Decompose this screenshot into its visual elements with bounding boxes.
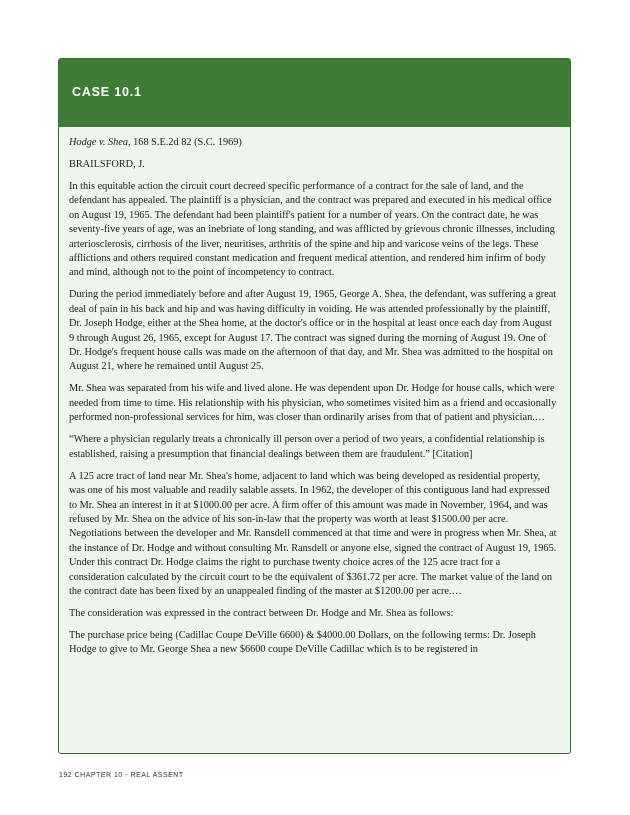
case-title: CASE 10.1 — [72, 85, 142, 99]
page-footer: 192 CHAPTER 10 - REAL ASSENT — [59, 772, 184, 779]
opinion-quote: “Where a physician regularly treats a chronically ill person over a period of two years, a confidential relationship is established, raising a presumption that financial dealings between them are fraudulent.” [Citation] — [69, 434, 545, 460]
opinion-paragraph: The consideration was expressed in the contract between Dr. Hodge and Mr. Shea as follows: — [69, 607, 454, 619]
case-body — [59, 127, 570, 658]
opinion-paragraph: The purchase price being (Cadillac Coupe DeVille 6600) & $4000.00 Dollars, on the following terms: Dr. Joseph Hodge to give to Mr. George Shea a new $6600 coupe DeVille Cadillac which is to be registered in — [69, 629, 536, 656]
opinion-paragraph: Mr. Shea was separated from his wife and lived alone. He was dependent upon Dr. Hodge for house calls, which were needed from time to time. His relationship with his physician, who sometimes visited him as a friend and occasionally performed non-professional services for him, was closer than ordinarily arises from that of patient and physician.… — [69, 383, 557, 424]
citation-case-name: Hodge v. Shea — [69, 137, 128, 148]
case-citation — [69, 136, 558, 150]
case-header — [59, 59, 570, 127]
case-box — [58, 58, 571, 754]
citation-reporter: , 168 S.E.2d 82 (S.C. 1969) — [128, 137, 242, 148]
opinion-paragraph: During the period immediately before and after August 19, 1965, George A. Shea, the defendant, was suffering a great deal of pain in his back and hip and was having difficulty in voiding. He was attended professionally by the plaintiff, Dr. Joseph Hodge, either at the Shea home, at the doctor's office or in the hospital at least once each day from August 9 through August 26, 1965, except for August 17. The contract was signed during the morning of August 19. One of Dr. Hodge's frequent house calls was made on the afternoon of that day, and Mr. Shea was admitted to the hospital on August 21, where he remained until August 25. — [69, 289, 557, 373]
judge-name: BRAILSFORD, J. — [69, 159, 145, 170]
opinion-paragraph: A 125 acre tract of land near Mr. Shea's home, adjacent to land which was being developed as residential property, was one of his most valuable and readily salable assets. In 1962, the developer of this contiguous land had expressed to Mr. Shea an interest in it at $1000.00 per acre. A firm offer of this amount was made in November, 1964, and was refused by Mr. Shea on the advice of his son-in-law that the property was worth at least $1500.00 per acre. Negotiations between the developer and Mr. Ransdell commenced at that time and were in progress when Mr. Shea, at the instance of Dr. Hodge and without consulting Mr. Ransdell or anyone else, signed the contract of August 19, 1965. Under this contract Dr. Hodge claims the right to purchase twenty choice acres of the 125 acre tract for a consideration calculated by the circuit court to be the equivalent of $361.72 per acre. The market value of the land on the contract date has been fixed by an unappealed finding of the master at $1200.00 per acre.… — [69, 470, 557, 597]
opinion-paragraph: In this equitable action the circuit court decreed specific performance of a contract for the sale of land, and the defendant has appealed. The plaintiff is a physician, and the contract was prepared and executed in his medical office on August 19, 1965. The defendant had been plaintiff's patient for a number of years. On the contract date, he was seventy-five years of age, was an inebriate of long standing, and was afflicted by grievous chronic illnesses, including arteriosclerosis, cirrhosis of the liver, neuritises, arthritis of the spine and hip and varicose veins of the legs. These afflictions and others required constant medication and frequent medical attention, and rendered him infirm of body and mind, although not to the point of incompetency to contract. — [69, 181, 555, 279]
